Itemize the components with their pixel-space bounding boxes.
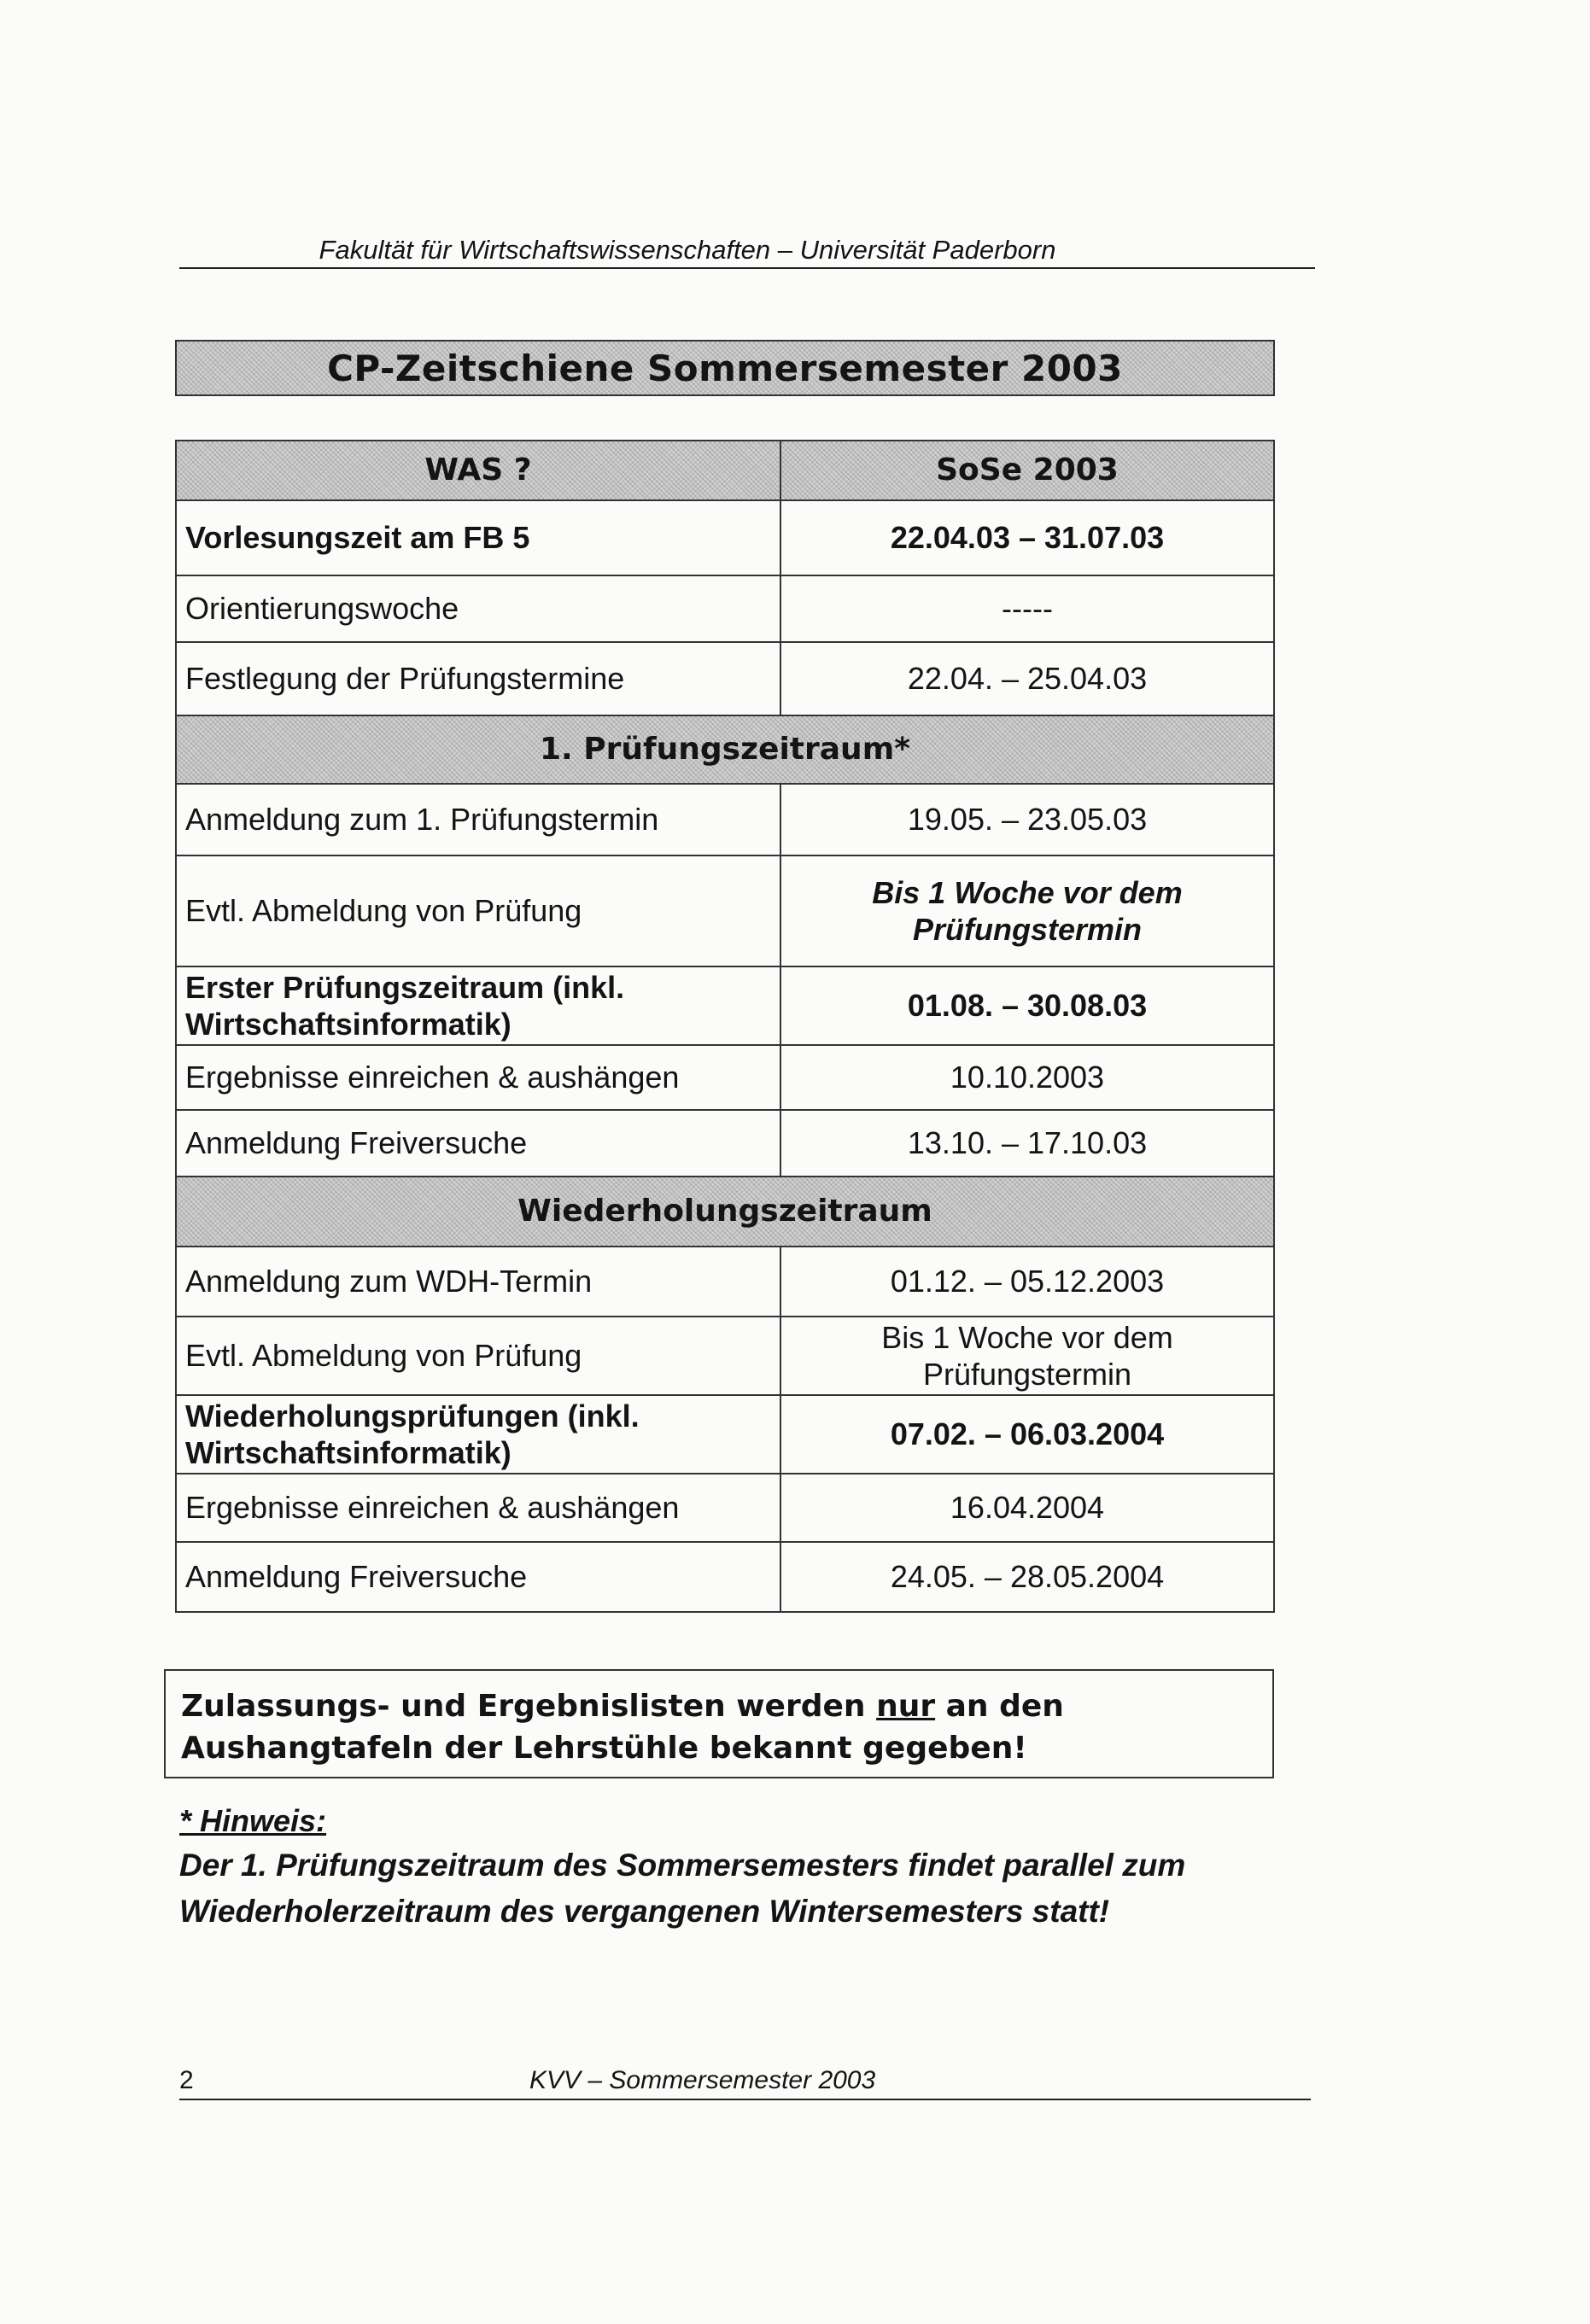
table-row [176, 966, 1274, 1045]
notice-text-before: Zulassungs- und Ergebnislisten werden [181, 1689, 877, 1724]
note-title: * Hinweis: [179, 1803, 327, 1838]
row-label: Orientierungswoche [176, 575, 780, 642]
row-label: Ergebnisse einreichen & aushängen [176, 1474, 780, 1542]
column-header-sose: SoSe 2003 [780, 441, 1274, 500]
row-value: 01.12. – 05.12.2003 [780, 1247, 1274, 1317]
row-label: Erster Prüfungszeitraum (inkl. Wirtschaftsinformatik) [176, 966, 780, 1045]
row-value: Bis 1 Woche vor dem Prüfungstermin [780, 1317, 1274, 1395]
table-header-row [176, 441, 1274, 500]
table-row [176, 1474, 1274, 1542]
notice-emphasis: nur [876, 1689, 936, 1724]
row-label: Evtl. Abmeldung von Prüfung [176, 1317, 780, 1395]
row-label: Ergebnisse einreichen & aushängen [176, 1045, 780, 1110]
section-header: 1. Prüfungszeitraum* [176, 715, 1274, 784]
table-row [176, 1317, 1274, 1395]
schedule-table [175, 440, 1275, 1613]
row-value: 10.10.2003 [780, 1045, 1274, 1110]
row-value: 07.02. – 06.03.2004 [780, 1395, 1274, 1474]
table-row [176, 1247, 1274, 1317]
row-label: Festlegung der Prüfungstermine [176, 642, 780, 715]
section-header: Wiederholungszeitraum [176, 1177, 1274, 1247]
page-header-text: Fakultät für Wirtschaftswissenschaften – Universität Paderborn [319, 235, 1056, 265]
row-label: Evtl. Abmeldung von Prüfung [176, 855, 780, 966]
table-row [176, 575, 1274, 642]
notice-box [164, 1669, 1274, 1778]
row-label: Anmeldung Freiversuche [176, 1110, 780, 1177]
row-value: ----- [780, 575, 1274, 642]
table-row [176, 500, 1274, 575]
row-label: Anmeldung zum 1. Prüfungstermin [176, 784, 780, 855]
page-number: 2 [179, 2066, 194, 2094]
table-row [176, 784, 1274, 855]
row-value: 24.05. – 28.05.2004 [780, 1542, 1274, 1612]
row-value: Bis 1 Woche vor dem Prüfungstermin [780, 855, 1274, 966]
note-text: Der 1. Prüfungszeitraum des Sommersemesters findet parallel zum Wiederholerzeitraum des vergangenen Wintersemesters statt! [179, 1848, 1186, 1929]
page-header [179, 235, 1315, 269]
row-value: 01.08. – 30.08.03 [780, 966, 1274, 1045]
row-value: 16.04.2004 [780, 1474, 1274, 1542]
table-row [176, 1395, 1274, 1474]
table-row [176, 642, 1274, 715]
section-header-row [176, 1177, 1274, 1247]
column-header-was: WAS ? [176, 441, 780, 500]
row-value: 13.10. – 17.10.03 [780, 1110, 1274, 1177]
page-footer [179, 2066, 1311, 2100]
row-label: Anmeldung zum WDH-Termin [176, 1247, 780, 1317]
row-label: Wiederholungsprüfungen (inkl. Wirtschaftsinformatik) [176, 1395, 780, 1474]
schedule-table-body [176, 441, 1274, 1612]
row-label: Anmeldung Freiversuche [176, 1542, 780, 1612]
notice-text-after: an den Aushangtafeln der Lehrstühle bekannt gegeben! [181, 1689, 1064, 1766]
row-value: 22.04.03 – 31.07.03 [780, 500, 1274, 575]
page-title: CP-Zeitschiene Sommersemester 2003 [175, 340, 1275, 396]
row-value: 19.05. – 23.05.03 [780, 784, 1274, 855]
table-row [176, 1045, 1274, 1110]
row-label: Vorlesungszeit am FB 5 [176, 500, 780, 575]
footer-text: KVV – Sommersemester 2003 [529, 2066, 876, 2094]
table-row [176, 855, 1274, 966]
row-value: 22.04. – 25.04.03 [780, 642, 1274, 715]
table-row [176, 1542, 1274, 1612]
table-row [176, 1110, 1274, 1177]
section-header-row [176, 715, 1274, 784]
